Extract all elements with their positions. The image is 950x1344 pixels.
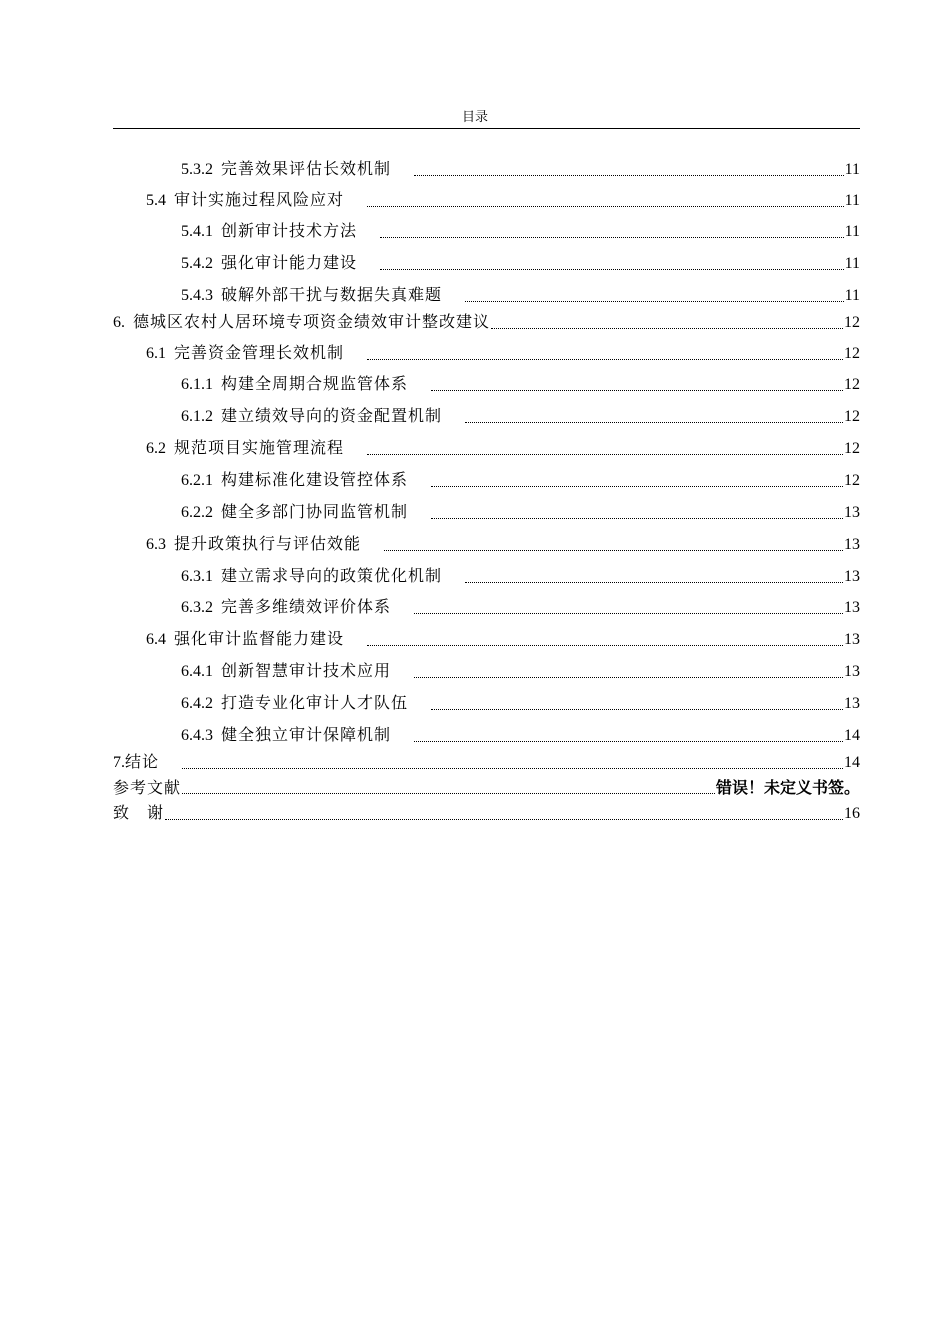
toc-entry-number: 6.4.3 xyxy=(181,727,213,744)
toc-entry[interactable] xyxy=(113,252,860,276)
toc-entry[interactable] xyxy=(113,692,860,716)
toc-dot-leader xyxy=(414,677,843,678)
toc-dot-leader xyxy=(431,518,843,519)
toc-entry[interactable] xyxy=(113,501,860,525)
page-header-title: 目录 xyxy=(461,109,488,124)
toc-entry-page-number: 12 xyxy=(844,376,860,393)
toc-entry-title: 构建全周期合规监管体系 xyxy=(221,376,409,393)
toc-entry-number: 6.3.1 xyxy=(181,568,213,585)
toc-entry-number: 5.4.3 xyxy=(181,287,213,304)
toc-entry-title: 完善资金管理长效机制 xyxy=(174,345,345,362)
toc-entry-number: 6.3 xyxy=(146,536,166,553)
toc-entry-title: 构建标准化建设管控体系 xyxy=(221,472,409,489)
toc-entry-number: 6.2.1 xyxy=(181,472,213,489)
toc-entry-number: 6. xyxy=(113,314,125,331)
toc-entry-page-number: 12 xyxy=(844,472,860,489)
toc-entry-page-number: 13 xyxy=(844,536,860,553)
toc-entry-number: 5.4 xyxy=(146,192,166,209)
toc-entry-number: 5.3.2 xyxy=(181,161,213,178)
toc-entry[interactable] xyxy=(113,660,860,684)
toc-entry[interactable] xyxy=(113,189,860,213)
toc-entry-page-number: 12 xyxy=(844,345,860,362)
toc-dot-leader xyxy=(384,550,843,551)
toc-entry-title: 打造专业化审计人才队伍 xyxy=(221,695,409,712)
toc-entry-page-number: 13 xyxy=(844,663,860,680)
toc-entry-number: 6.4.1 xyxy=(181,663,213,680)
toc-entry-number: 6.4.2 xyxy=(181,695,213,712)
toc-entry-page-number: 13 xyxy=(844,695,860,712)
toc-entry-title: 结论 xyxy=(125,754,160,771)
toc-entry-page-number: 14 xyxy=(844,727,860,744)
toc-entry-page-number: 11 xyxy=(844,192,860,209)
toc-entry[interactable] xyxy=(113,802,860,826)
toc-entry[interactable] xyxy=(113,284,860,308)
toc-dot-leader xyxy=(431,390,843,391)
toc-entry[interactable] xyxy=(113,373,860,397)
toc-dot-leader xyxy=(380,269,844,270)
toc-dot-leader xyxy=(465,582,843,583)
toc-entry-number: 5.4.1 xyxy=(181,223,213,240)
toc-entry-title: 创新审计技术方法 xyxy=(221,223,358,240)
toc-entry-number: 6.1 xyxy=(146,345,166,362)
toc-entry-page-number: 12 xyxy=(844,440,860,457)
toc-dot-leader xyxy=(414,613,843,614)
toc-entry[interactable] xyxy=(113,596,860,620)
toc-dot-leader xyxy=(465,422,843,423)
toc-dot-leader xyxy=(165,819,843,820)
toc-dot-leader xyxy=(465,301,844,302)
toc-dot-leader xyxy=(367,645,843,646)
toc-entry-number: 6.3.2 xyxy=(181,599,213,616)
toc-dot-leader xyxy=(182,793,715,794)
toc-entry-error-text: 错误！未定义书签。 xyxy=(715,778,860,797)
toc-entry-title: 创新智慧审计技术应用 xyxy=(221,663,392,680)
toc-entry-title: 审计实施过程风险应对 xyxy=(174,192,345,209)
toc-dot-leader xyxy=(431,709,843,710)
toc-entry-page-number: 13 xyxy=(844,599,860,616)
toc-entry-title: 规范项目实施管理流程 xyxy=(174,440,345,457)
toc-entry-page-number: 11 xyxy=(844,287,860,304)
toc-entry-page-number: 16 xyxy=(844,805,860,822)
toc-entry-title: 建立需求导向的政策优化机制 xyxy=(221,568,443,585)
toc-entry[interactable] xyxy=(113,533,860,557)
toc-entry-page-number: 11 xyxy=(844,255,860,272)
toc-entry-title: 德城区农村人居环境专项资金绩效审计整改建议 xyxy=(133,314,491,331)
toc-entry-title: 健全独立审计保障机制 xyxy=(221,727,392,744)
toc-entry[interactable] xyxy=(113,311,860,335)
toc-entry[interactable] xyxy=(113,628,860,652)
toc-entry-page-number: 11 xyxy=(844,223,860,240)
toc-entry-title: 强化审计监督能力建设 xyxy=(174,631,345,648)
toc-entry[interactable] xyxy=(113,405,860,429)
toc-entry-title: 破解外部干扰与数据失真难题 xyxy=(221,287,443,304)
toc-entry[interactable] xyxy=(113,565,860,589)
toc-entry-page-number: 13 xyxy=(844,504,860,521)
toc-entry-page-number: 11 xyxy=(844,161,860,178)
toc-entry-title: 健全多部门协同监管机制 xyxy=(221,504,409,521)
toc-dot-leader xyxy=(380,237,844,238)
toc-entry-page-number: 13 xyxy=(844,631,860,648)
toc-entry-page-number: 12 xyxy=(844,314,860,331)
toc-entry[interactable] xyxy=(113,776,860,800)
toc-entry-page-number: 13 xyxy=(844,568,860,585)
toc-entry-page-number: 14 xyxy=(844,754,860,771)
toc-entry-number: 6.2.2 xyxy=(181,504,213,521)
toc-dot-leader xyxy=(491,328,843,329)
toc-entry-number: 6.4 xyxy=(146,631,166,648)
toc-entry-number: 5.4.2 xyxy=(181,255,213,272)
toc-entry[interactable] xyxy=(113,469,860,493)
toc-entry-number: 6.2 xyxy=(146,440,166,457)
toc-dot-leader xyxy=(367,206,844,207)
toc-dot-leader xyxy=(367,454,843,455)
toc-entry-title: 完善效果评估长效机制 xyxy=(221,161,392,178)
toc-entry[interactable] xyxy=(113,342,860,366)
toc-entry-number: 7. xyxy=(113,754,125,771)
toc-entry-number: 6.1.2 xyxy=(181,408,213,425)
toc-entry[interactable] xyxy=(113,437,860,461)
toc-entry-title: 完善多维绩效评价体系 xyxy=(221,599,392,616)
toc-entry-title: 提升政策执行与评估效能 xyxy=(174,536,362,553)
toc-dot-leader xyxy=(182,768,843,769)
toc-entry-number: 6.1.1 xyxy=(181,376,213,393)
toc-dot-leader xyxy=(414,175,844,176)
toc-entry[interactable] xyxy=(113,751,860,775)
toc-entry[interactable] xyxy=(113,220,860,244)
toc-dot-leader xyxy=(414,741,843,742)
toc-entry[interactable] xyxy=(113,158,860,182)
toc-entry-title: 参考文献 xyxy=(113,780,182,797)
toc-entry-page-number: 12 xyxy=(844,408,860,425)
toc-entry-title: 建立绩效导向的资金配置机制 xyxy=(221,408,443,425)
toc-entry[interactable] xyxy=(113,724,860,748)
toc-dot-leader xyxy=(431,486,843,487)
toc-entry-title: 致 谢 xyxy=(113,805,165,822)
toc-entry-title: 强化审计能力建设 xyxy=(221,255,358,272)
header-divider xyxy=(113,128,860,129)
toc-dot-leader xyxy=(367,359,843,360)
